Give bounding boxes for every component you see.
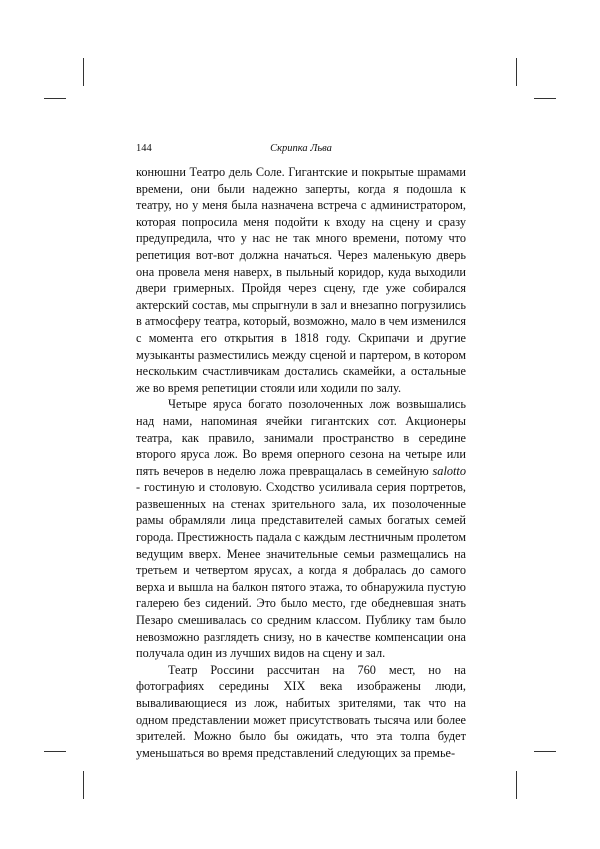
book-title: Скрипка Льва (270, 143, 332, 154)
italic-term: salotto (432, 463, 466, 478)
crop-mark-bottom-left-vertical (83, 771, 84, 799)
paragraph-2-text-before: Четыре яруса богато позолоченных лож возвышались над нами, напоминая ячейки гигантских сот. Акционеры театра, как правило, занимали пространство в середине второго яруса лож. Во время оперного сезона на четыре или пять вечеров в неделю ложа превращалась в семейную (136, 397, 466, 478)
crop-mark-top-right-vertical (516, 58, 517, 86)
crop-mark-top-left-vertical (83, 58, 84, 86)
crop-mark-top-right-horizontal (534, 98, 556, 99)
paragraph-1: конюшни Театро дель Соле. Гигантские и покрытые шрамами времени, они были надежно заперты, когда я подошла к театру, но у меня была назначена встреча с администратором, которая попросила меня подойти к входу на сцену и сразу предупредила, что у нас не так много времени, потому что репетиция вот-вот должна начаться. Через маленькую дверь она провела меня наверх, в пыльный коридор, куда выходили двери гримерных. Пройдя через сцену, где уже собирался актерский состав, мы спрыгнули в зал и внезапно погрузились в атмосферу театра, который, возможно, мало в чем изменился с момента его открытия в 1818 году. Скрипачи и другие музыканты разместились между сценой и партером, в котором нескольким счастливчикам достались скамейки, а остальные же во время репетиции стояли или ходили по залу. (136, 165, 466, 395)
crop-mark-bottom-right-horizontal (534, 751, 556, 752)
paragraph-2-text-after: - гостиную и столовую. Сходство усиливала серия портретов, развешенных на стенах зрительного зала, их позолоченные рамы обрамляли лица представителей самых богатых семей города. Престижность падала с каждым лестничным пролетом ведущим вверх. Менее значительные семьи размещались на третьем и четвертом ярусах, а когда я добралась до самого верха и вышла на балкон пятого этажа, то обнаружила пустую галерею без сидений. Это было место, где обедневшая знать Пезаро смешивалась со средним классом. Публику там было невозможно разглядеть снизу, но в качестве компенсации она получала один из лучших видов на сцену и зал. (136, 480, 466, 661)
body-text (136, 164, 466, 761)
crop-mark-top-left-horizontal (44, 98, 66, 99)
page-number: 144 (136, 143, 152, 154)
paragraph-2 (136, 396, 466, 662)
paragraph-3: Театр Россини рассчитан на 760 мест, но на фотографиях середины XIX века изображены люди, вываливающиеся из лож, набитых зрителями, так что на одном представлении может присутствовать тысяча или более зрителей. Можно было бы ожидать, что эта толпа будет уменьшаться во время представлений следующих за премье- (136, 662, 466, 760)
running-head (136, 143, 466, 157)
crop-mark-bottom-left-horizontal (44, 751, 66, 752)
crop-mark-bottom-right-vertical (516, 771, 517, 799)
